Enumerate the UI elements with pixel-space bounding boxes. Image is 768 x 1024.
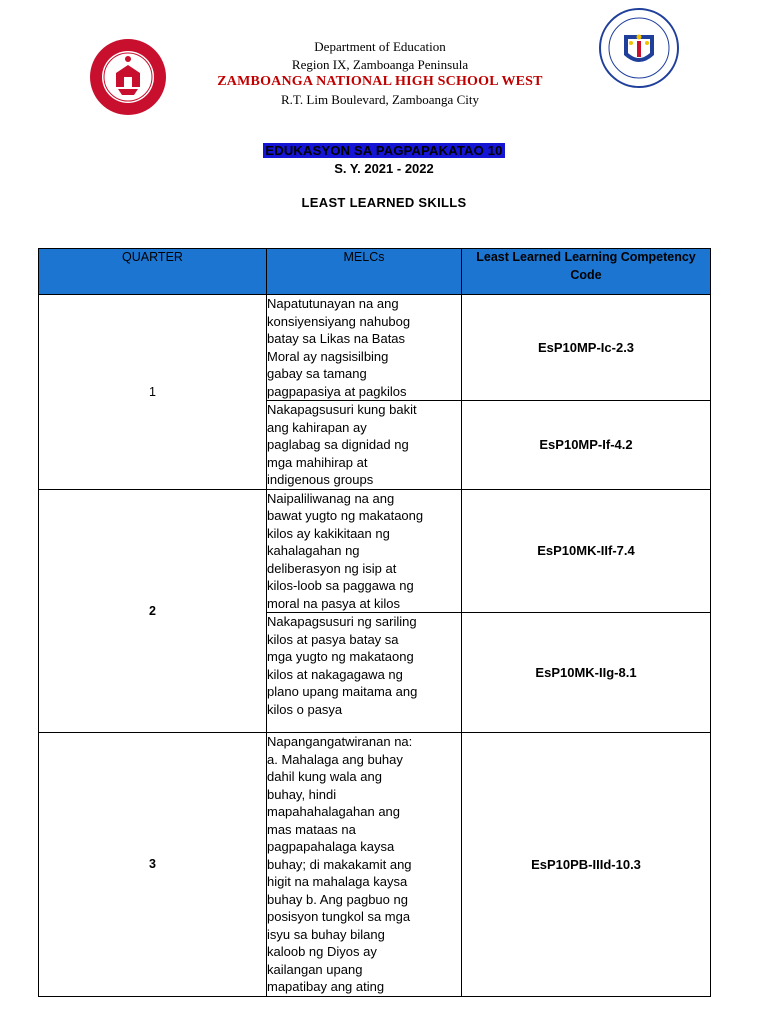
melc-cell bbox=[267, 613, 462, 733]
code-cell: EsP10PB-IIId-10.3 bbox=[462, 733, 711, 997]
melc-text: Napatutunayan na ang konsiyensiyang nahubog batay sa Likas na Batas Moral ay nagsisilbing gabay sa tamang pagpapasiya at pagkilos bbox=[267, 296, 411, 399]
table-row bbox=[39, 489, 711, 613]
melc-cell bbox=[267, 733, 462, 997]
deped-seal-logo bbox=[598, 7, 680, 89]
melc-text: Naipaliliwanag na ang bawat yugto ng makataong kilos ay kakikitaan ng kahalagahan ng deliberasyon ng isip at kilos-loob sa paggawa ng moral na pasya at kilos bbox=[267, 490, 424, 611]
school-address: R.T. Lim Boulevard, Zamboanga City bbox=[281, 91, 479, 107]
least-learned-skills-table bbox=[38, 248, 711, 997]
melc-text: Napangangatwiranan na: a. Mahalaga ang buhay dahil kung wala ang buhay, hindi mapahahalagahan ang mas mataas na pagpapahalaga kaysa buhay; di makakamit ang higit na mahalaga kaysa buhay b. Ang pagbuo ng posisyon tungkol sa mga isyu sa buhay bilang kaloob ng Diyos ay kailangan upang mapatibay ang ating bbox=[267, 734, 413, 994]
department-name: Department of Education bbox=[314, 39, 446, 54]
school-name: ZAMBOANGA NATIONAL HIGH SCHOOL WEST bbox=[217, 74, 543, 89]
header-melcs: MELCs bbox=[267, 249, 462, 295]
melc-cell bbox=[267, 401, 462, 490]
melc-cell bbox=[267, 489, 462, 613]
melc-cell bbox=[267, 295, 462, 401]
table-header-row bbox=[39, 249, 711, 295]
quarter-cell: 3 bbox=[39, 733, 267, 997]
document-title: LEAST LEARNED SKILLS bbox=[301, 195, 467, 210]
quarter-cell: 1 bbox=[39, 295, 267, 490]
code-cell: EsP10MP-If-4.2 bbox=[462, 401, 711, 490]
school-logo bbox=[88, 37, 168, 117]
melc-text: Nakapagsusuri kung bakit ang kahirapan ay paglabag sa dignidad ng mga mahihirap at indigenous groups bbox=[267, 402, 417, 487]
letterhead bbox=[190, 38, 570, 108]
header-competency-code: Least Learned Learning Competency Code bbox=[462, 249, 711, 295]
code-cell: EsP10MK-IIf-7.4 bbox=[462, 489, 711, 613]
quarter-cell: 2 bbox=[39, 489, 267, 733]
melc-text: Nakapagsusuri ng sariling kilos at pasya batay sa mga yugto ng makataong kilos at nakagagawa ng plano upang maitama ang kilos o pasya bbox=[267, 614, 418, 717]
code-cell: EsP10MK-IIg-8.1 bbox=[462, 613, 711, 733]
subject-line bbox=[0, 142, 768, 160]
subject-title: EDUKASYON SA PAGPAPAKATAO 10 bbox=[265, 143, 503, 158]
table-row bbox=[39, 733, 711, 997]
region-name: Region IX, Zamboanga Peninsula bbox=[291, 56, 469, 72]
table-row bbox=[39, 295, 711, 401]
code-cell: EsP10MP-Ic-2.3 bbox=[462, 295, 711, 401]
school-year: S. Y. 2021 - 2022 bbox=[334, 161, 434, 176]
header-quarter: QUARTER bbox=[39, 249, 267, 295]
